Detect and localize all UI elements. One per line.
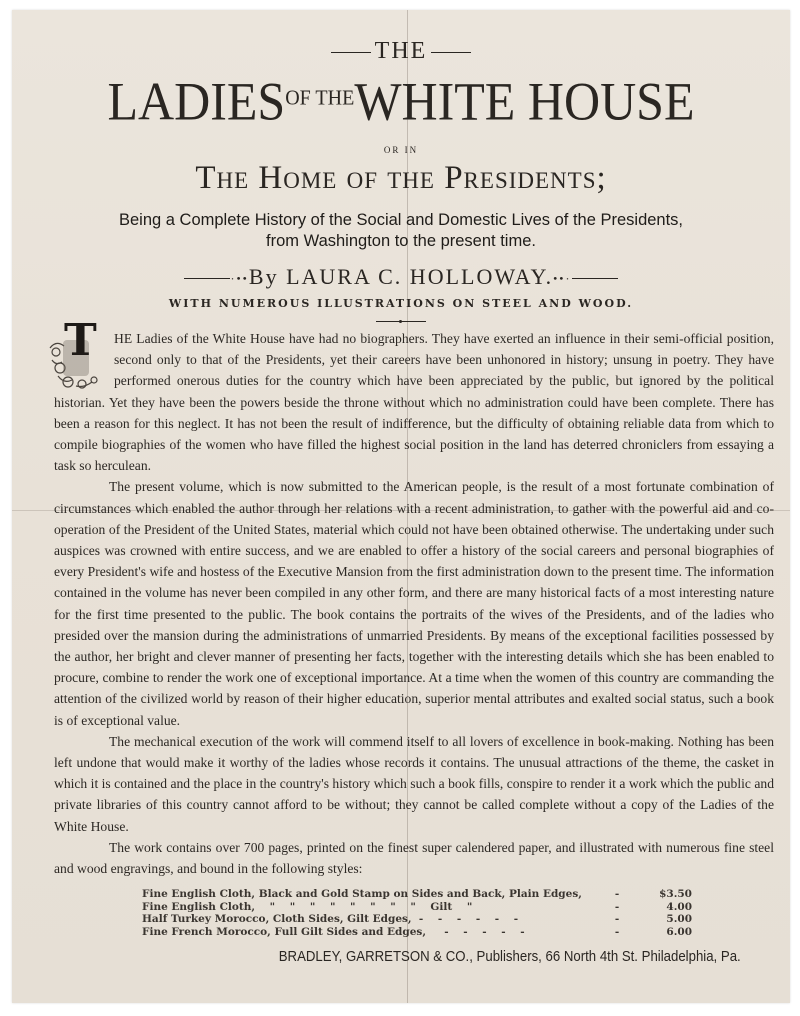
title-the bbox=[12, 38, 790, 65]
binding-style: Fine English Cloth, " " " " " " " " Gilt " bbox=[142, 900, 473, 913]
ornament-dots: ••· bbox=[553, 271, 572, 286]
description-line-2: from Washington to the present time. bbox=[266, 232, 536, 250]
binding-style: Fine English Cloth, Black and Gold Stamp on Sides and Back, Plain Edges, bbox=[142, 888, 582, 900]
binding-style: Fine French Morocco, Full Gilt Sides and Edges, - - - - - bbox=[142, 925, 525, 938]
paragraph: The present volume, which is now submitted to the American people, is the result of a most fortunate combination of circumstances which enabled the author through her relations with a recent administration, to gather with the powerful aid and co-operation of the President of the United States, material which could not have been obtained otherwise. The undertaking under such auspices was crowned with entire success, and we are enabled to offer a history of the social careers and personal biographies of every President's wife and hostess of the Executive Mansion from the first administration down to the present time. The information contained in the volume has never been compiled in any other form, and there are many historical facts of a most interesting nature for the first time presented to the public. The book contains the portraits of the wives of the Presidents, and of the ladies who presided over the mansion during the administrations of unmarried Presidents. By means of the exceptional facilities possessed by the author, her bright and clever manner of presenting her facts, together with the interesting details which she has been enabled to procure, combine to render the work one of exceptional importance. At a time when the women of this country are commanding the attention of the civilized world by reason of their higher education, superior mental attributes and exalted social status, such a book is of exceptional value. bbox=[54, 479, 774, 728]
price-list bbox=[142, 888, 692, 938]
leader-dash: - bbox=[614, 888, 620, 900]
binding-style: Half Turkey Morocco, Cloth Sides, Gilt Edges, - - - - - - bbox=[142, 913, 519, 925]
price: 5.00 bbox=[666, 913, 692, 925]
main-title bbox=[12, 65, 790, 133]
broadside-paper bbox=[12, 10, 790, 1003]
byline-rule-right bbox=[572, 278, 618, 279]
price-row bbox=[142, 926, 692, 939]
byline bbox=[12, 264, 790, 290]
rule-right bbox=[431, 52, 471, 53]
price-row bbox=[142, 888, 692, 901]
paragraph: The mechanical execution of the work will commend itself to all lovers of excellence in book-making. Nothing has been left undone that would make it worthy of the ladies whose records it contains. The unusual attractions of the theme, the casket in which it is contained and the place in the country's history which such a book fills, conspire to render it a work which the public and private libraries of this country cannot afford to be without; they cannot be called complete without a copy of the Ladies of the White House. bbox=[54, 733, 774, 834]
title-of-the: OF THE bbox=[285, 86, 355, 110]
ornamental-divider bbox=[376, 321, 426, 322]
description bbox=[12, 210, 790, 252]
illustrations-note: WITH NUMEROUS ILLUSTRATIONS ON STEEL AND WOOD. bbox=[168, 297, 634, 310]
paragraph-1-text: HE Ladies of the White House have had no biographers. They have exerted an influence in their semi-official position, second only to that of the Presidents, yet their careers have been unhonored in history; unsung in poetry. They have performed onerous duties for the country which have been appreciated by the public, but ignored by the political historian. Yet they have been the powers beside the throne without which no administration could have been complete. There has been a reason for this neglect. It has not been the result of indifference, but the difficulty of obtaining reliable data from which to compile biographies of the women who have filled the highest social position in the land has deterred chroniclers from essaying a task so herculean. bbox=[54, 331, 774, 474]
price: 4.00 bbox=[666, 900, 692, 913]
price: $3.50 bbox=[659, 888, 692, 900]
price: 6.00 bbox=[666, 925, 692, 938]
leader-dash: - bbox=[614, 900, 620, 913]
paragraph bbox=[54, 315, 774, 476]
body-text bbox=[54, 315, 774, 879]
the-text: THE bbox=[374, 38, 428, 64]
paragraph: The work contains over 700 pages, printed on the finest super calendered paper, and illustrated with numerous fine steel and wood engravings, and bound in the following styles: bbox=[54, 839, 774, 877]
price-row bbox=[142, 913, 692, 926]
leader-dash: - bbox=[614, 913, 620, 925]
publisher-imprint: BRADLEY, GARRETSON & CO., Publishers, 66 North 4th St. Philadelphia, Pa. bbox=[278, 948, 741, 965]
author: By LAURA C. HOLLOWAY. bbox=[248, 264, 554, 289]
title-ladies: LADIES bbox=[107, 70, 286, 132]
title-white-house: WHITE HOUSE bbox=[354, 70, 695, 132]
ornament-dots: ·•• bbox=[230, 271, 249, 286]
or-in: OR IN bbox=[383, 145, 419, 155]
description-line-1: Being a Complete History of the Social and Domestic Lives of the Presidents, bbox=[118, 211, 684, 229]
rule-left bbox=[331, 52, 371, 53]
dropcap-letter: T bbox=[64, 315, 97, 366]
byline-rule-left bbox=[184, 278, 230, 279]
price-row bbox=[142, 901, 692, 914]
dropcap bbox=[46, 315, 108, 390]
subtitle: The Home of the Presidents; bbox=[195, 160, 607, 196]
leader-dash: - bbox=[614, 925, 620, 938]
